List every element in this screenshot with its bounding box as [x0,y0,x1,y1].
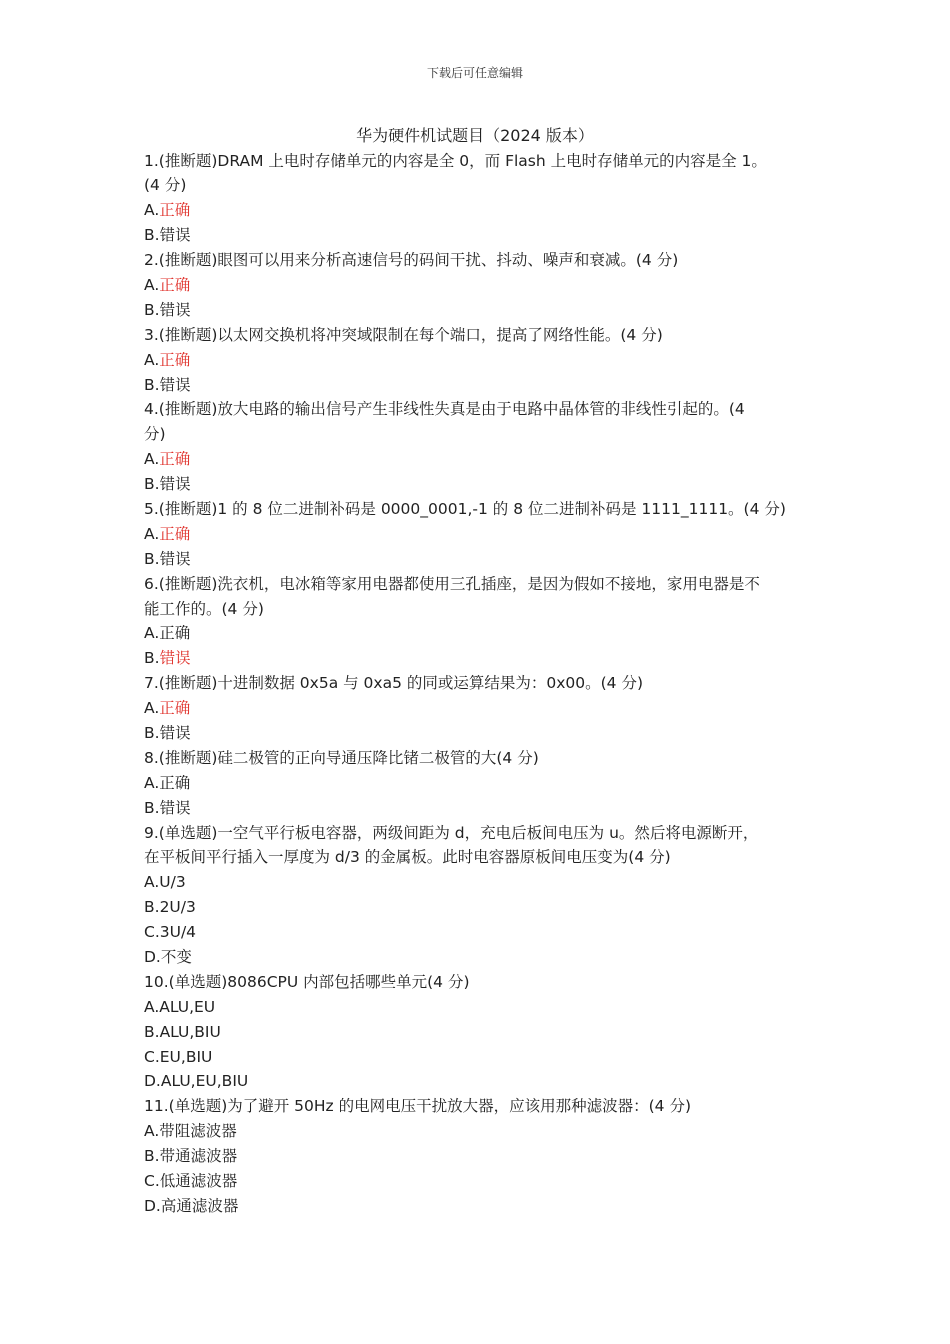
option-text: 错误 [159,798,191,817]
question-text: 1.(推断题)DRAM 上电时存储单元的内容是全 0，而 Flash 上电时存储单元的内容是全 1。 [144,151,767,170]
option-prefix: A. [144,773,160,792]
answer-option [144,696,808,721]
answer-option [144,472,808,497]
answer-option [144,621,808,646]
option-prefix: C. [144,923,160,942]
option-prefix: B. [144,226,160,245]
answer-option [144,1045,808,1070]
option-prefix: B. [144,475,160,494]
answer-option [144,547,808,572]
option-text: 错误 [159,375,191,394]
option-prefix: B. [144,649,160,668]
answer-option [144,348,808,373]
option-text: 错误 [159,549,191,568]
option-text: 错误 [159,226,191,245]
option-prefix: B. [144,300,160,319]
option-text-highlighted: 错误 [159,649,191,668]
option-prefix: B. [144,1022,160,1041]
answer-option [144,870,808,895]
option-prefix: B. [144,1147,160,1166]
question-text: 8.(推断题)硅二极管的正向导通压降比锗二极管的大(4 分) [144,748,539,767]
option-prefix: A. [144,201,160,220]
answer-option [144,1020,808,1045]
answer-option [144,298,808,323]
option-text-highlighted: 正确 [159,350,191,369]
option-prefix: A. [144,873,160,892]
option-text: 正确 [159,624,191,643]
option-prefix: B. [144,723,160,742]
option-text: 低通滤波器 [159,1172,238,1191]
option-text-highlighted: 正确 [159,699,191,718]
answer-option [144,1194,808,1219]
option-prefix: D. [144,1196,161,1215]
answer-option [144,721,808,746]
question-block [144,821,808,970]
question-text: 5.(推断题)1 的 8 位二进制补码是 0000_0001,-1 的 8 位二进制补码是 1111_1111。(4 分) [144,499,786,518]
question-text: 6.(推断题)洗衣机，电冰箱等家用电器都使用三孔插座，是因为假如不接地，家用电器是不 [144,574,760,593]
option-prefix: A. [144,997,160,1016]
option-text: 高通滤波器 [160,1196,239,1215]
question-text: 11.(单选题)为了避开 50Hz 的电网电压干扰放大器，应该用那种滤波器：(4 分) [144,1097,691,1116]
answer-option [144,646,808,671]
option-prefix: B. [144,549,160,568]
answer-option [144,522,808,547]
question-block [144,572,808,672]
question-text: (4 分) [144,176,187,195]
answer-option [144,920,808,945]
question-text: 7.(推断题)十进制数据 0x5a 与 0xa5 的同或运算结果为：0x00。(4 分) [144,674,644,693]
option-prefix: B. [144,798,160,817]
question-text: 分) [144,425,166,444]
option-prefix: B. [144,898,160,917]
answer-option [144,995,808,1020]
option-prefix: A. [144,350,160,369]
option-text: 正确 [159,773,191,792]
answer-option [144,895,808,920]
option-prefix: D. [144,1072,161,1091]
question-block [144,746,808,821]
option-text: 不变 [160,948,192,966]
option-text: 错误 [159,475,191,494]
question-text: 在平板间平行插入一厚度为 d/3 的金属板。此时电容器原板间电压变为(4 分) [144,848,671,867]
question-text: 10.(单选题)8086CPU 内部包括哪些单元(4 分) [144,972,470,991]
answer-option [144,223,808,248]
option-text: 错误 [159,723,191,742]
question-block [144,323,808,398]
question-text: 3.(推断题)以太网交换机将冲突域限制在每个端口，提高了网络性能。(4 分) [144,325,663,344]
answer-option [144,771,808,796]
option-text: 带通滤波器 [159,1147,238,1166]
answer-option [144,1119,808,1144]
option-text-highlighted: 正确 [159,524,191,543]
answer-option [144,945,808,970]
question-list [144,149,808,1219]
option-text-highlighted: 正确 [159,275,191,294]
option-prefix: A. [144,275,160,294]
question-block [144,1094,808,1218]
question-block [144,397,808,497]
question-block [144,970,808,1094]
option-text: ALU,EU,BIU [160,1072,249,1091]
header-note: 下载后可任意编辑 [426,66,523,80]
option-text: ALU,BIU [159,1022,221,1041]
option-text: ALU,EU [159,997,216,1016]
option-prefix: A. [144,524,160,543]
question-text: 2.(推断题)眼图可以用来分析高速信号的码间干扰、抖动、噪声和衰减。(4 分) [144,251,679,270]
answer-option [144,1069,808,1094]
answer-option [144,796,808,821]
question-text: 4.(推断题)放大电路的输出信号产生非线性失真是由于电路中晶体管的非线性引起的。(4 [144,400,745,419]
answer-option [144,273,808,298]
option-prefix: B. [144,375,160,394]
option-prefix: A. [144,699,160,718]
option-text: U/3 [159,873,186,892]
option-prefix: A. [144,1122,160,1141]
question-text: 能工作的。(4 分) [144,599,264,618]
answer-option [144,198,808,223]
question-block [144,497,808,572]
option-text: 2U/3 [159,898,196,917]
option-prefix: C. [144,1047,160,1066]
option-text-highlighted: 正确 [159,201,191,220]
answer-option [144,447,808,472]
option-text: 带阻滤波器 [159,1122,237,1141]
option-prefix: A. [144,624,160,643]
question-block [144,149,808,249]
option-text: 3U/4 [159,923,197,942]
document-title: 华为硬件机试题目（2024 版本） [356,126,594,145]
answer-option [144,1169,808,1194]
answer-option [144,1144,808,1169]
option-text: EU,BIU [159,1047,213,1066]
option-text: 错误 [159,300,191,319]
option-prefix: A. [144,450,160,469]
question-text: 9.(单选题)一空气平行板电容器，两级间距为 d，充电后板间电压为 u。然后将电源断开， [144,823,759,842]
question-block [144,248,808,323]
option-prefix: D. [144,948,161,966]
question-block [144,671,808,746]
option-text-highlighted: 正确 [159,450,191,469]
answer-option [144,373,808,398]
option-prefix: C. [144,1172,160,1191]
